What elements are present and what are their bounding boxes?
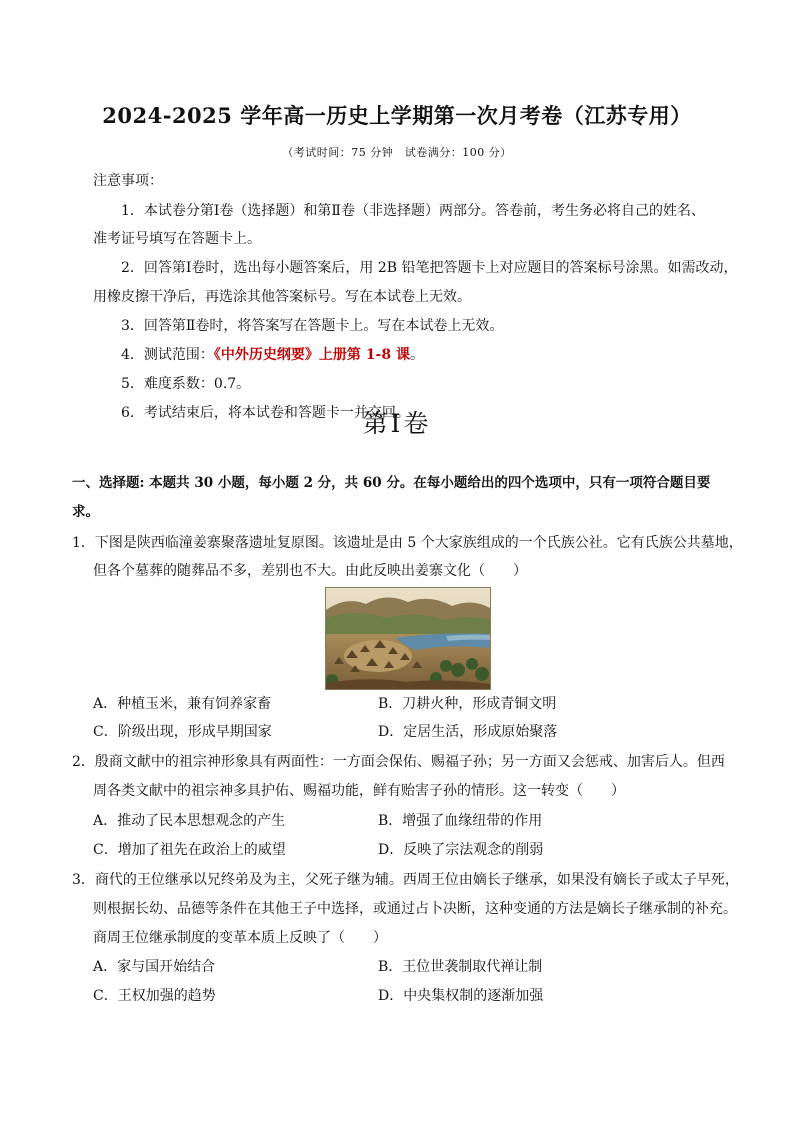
exam-title: 2024-2025 学年高一历史上学期第一次月考卷（江苏专用） [102,103,692,128]
notes-heading: 注意事项： [93,173,163,189]
note-item-4 [121,345,424,365]
q2-stem-line2: 周各类文献中的祖宗神多具护佑、赐福功能，鲜有贻害子孙的情形。这一转变（ ） [93,783,625,799]
q1-stem-line2: 但各个墓葬的随葬品不多，差别也不大。由此反映出姜寨文化（ ） [93,563,527,579]
q3-stem-line3: 商周王位继承制度的变革本质上反映了（ ） [93,930,387,946]
q1-option-a: A．种植玉米，兼有饲养家畜 [93,696,272,712]
section-instruction-line2: 求。 [72,504,99,520]
q3-option-a: A．家与国开始结合 [93,959,216,975]
q3-option-d: D．中央集权制的逐渐加强 [378,988,544,1004]
q2-option-d: D．反映了宗法观念的削弱 [378,842,544,858]
q1-option-d: D．定居生活，形成原始聚落 [378,724,558,740]
note-item-6: 6．考试结束后，将本试卷和答题卡一并交回。 [121,405,410,421]
q3-option-c: C．王权加强的趋势 [93,988,216,1004]
q2-option-b: B．增强了血缘纽带的作用 [378,813,543,829]
jiangzhai-settlement-image [325,587,491,690]
q3-stem-line2: 则根据长幼、品德等条件在其他王子中选择，或通过占卜决断，这种变通的方法是嫡长子继承制的补充。 [93,901,737,917]
note-item-4-suffix: 。 [409,347,424,363]
q2-option-a: A．推动了民本思想观念的产生 [93,813,286,829]
q2-stem-line1: 2．殷商文献中的祖宗神形象具有两面性：一方面会保佑、赐福子孙；另一方面又会惩戒、加害后人。但西 [72,754,725,770]
section-title: 第Ⅰ卷 [362,409,432,438]
note-item-4-prefix: 4．测试范围： [121,347,214,363]
note-item-1a: 1．本试卷分第Ⅰ卷（选择题）和第Ⅱ卷（非选择题）两部分。答卷前，考生务必将自己的姓名、 [121,203,705,219]
note-item-1b: 准考证号填写在答题卡上。 [93,231,261,247]
q1-stem-line1: 1．下图是陕西临潼姜寨聚落遗址复原图。该遗址是由 5 个大家族组成的一个氏族公社。它有氏族公共墓地， [72,535,743,551]
exam-subtitle: （考试时间：75 分钟 试卷满分：100 分） [282,146,512,159]
section-instruction-line1: 一、选择题: 本题共 30 小题，每小题 2 分，共 60 分。在每小题给出的四个选项中，只有一项符合题目要 [72,475,711,491]
note-item-3: 3．回答第Ⅱ卷时，将答案写在答题卡上。写在本试卷上无效。 [121,318,504,334]
q3-stem-line1: 3．商代的王位继承以兄终弟及为主，父死子继为辅。西周王位由嫡长子继承，如果没有嫡长子或太子早死， [72,872,739,888]
note-item-2b: 用橡皮擦干净后，再选涂其他答案标号。写在本试卷上无效。 [93,289,471,305]
q1-option-b: B．刀耕火种，形成青铜文明 [378,696,557,712]
note-item-2a: 2．回答第Ⅰ卷时，选出每小题答案后，用 2B 铅笔把答题卡上对应题目的答案标号涂黑。如需改动， [121,260,738,276]
q2-option-c: C．增加了祖先在政治上的威望 [93,842,286,858]
q1-option-c: C．阶级出现，形成早期国家 [93,724,272,740]
test-scope-highlight: 《中外历史纲要》上册第 1-8 课 [213,347,410,363]
note-item-5: 5．难度系数：0.7。 [121,376,251,392]
q3-option-b: B．王位世袭制取代禅让制 [378,959,543,975]
